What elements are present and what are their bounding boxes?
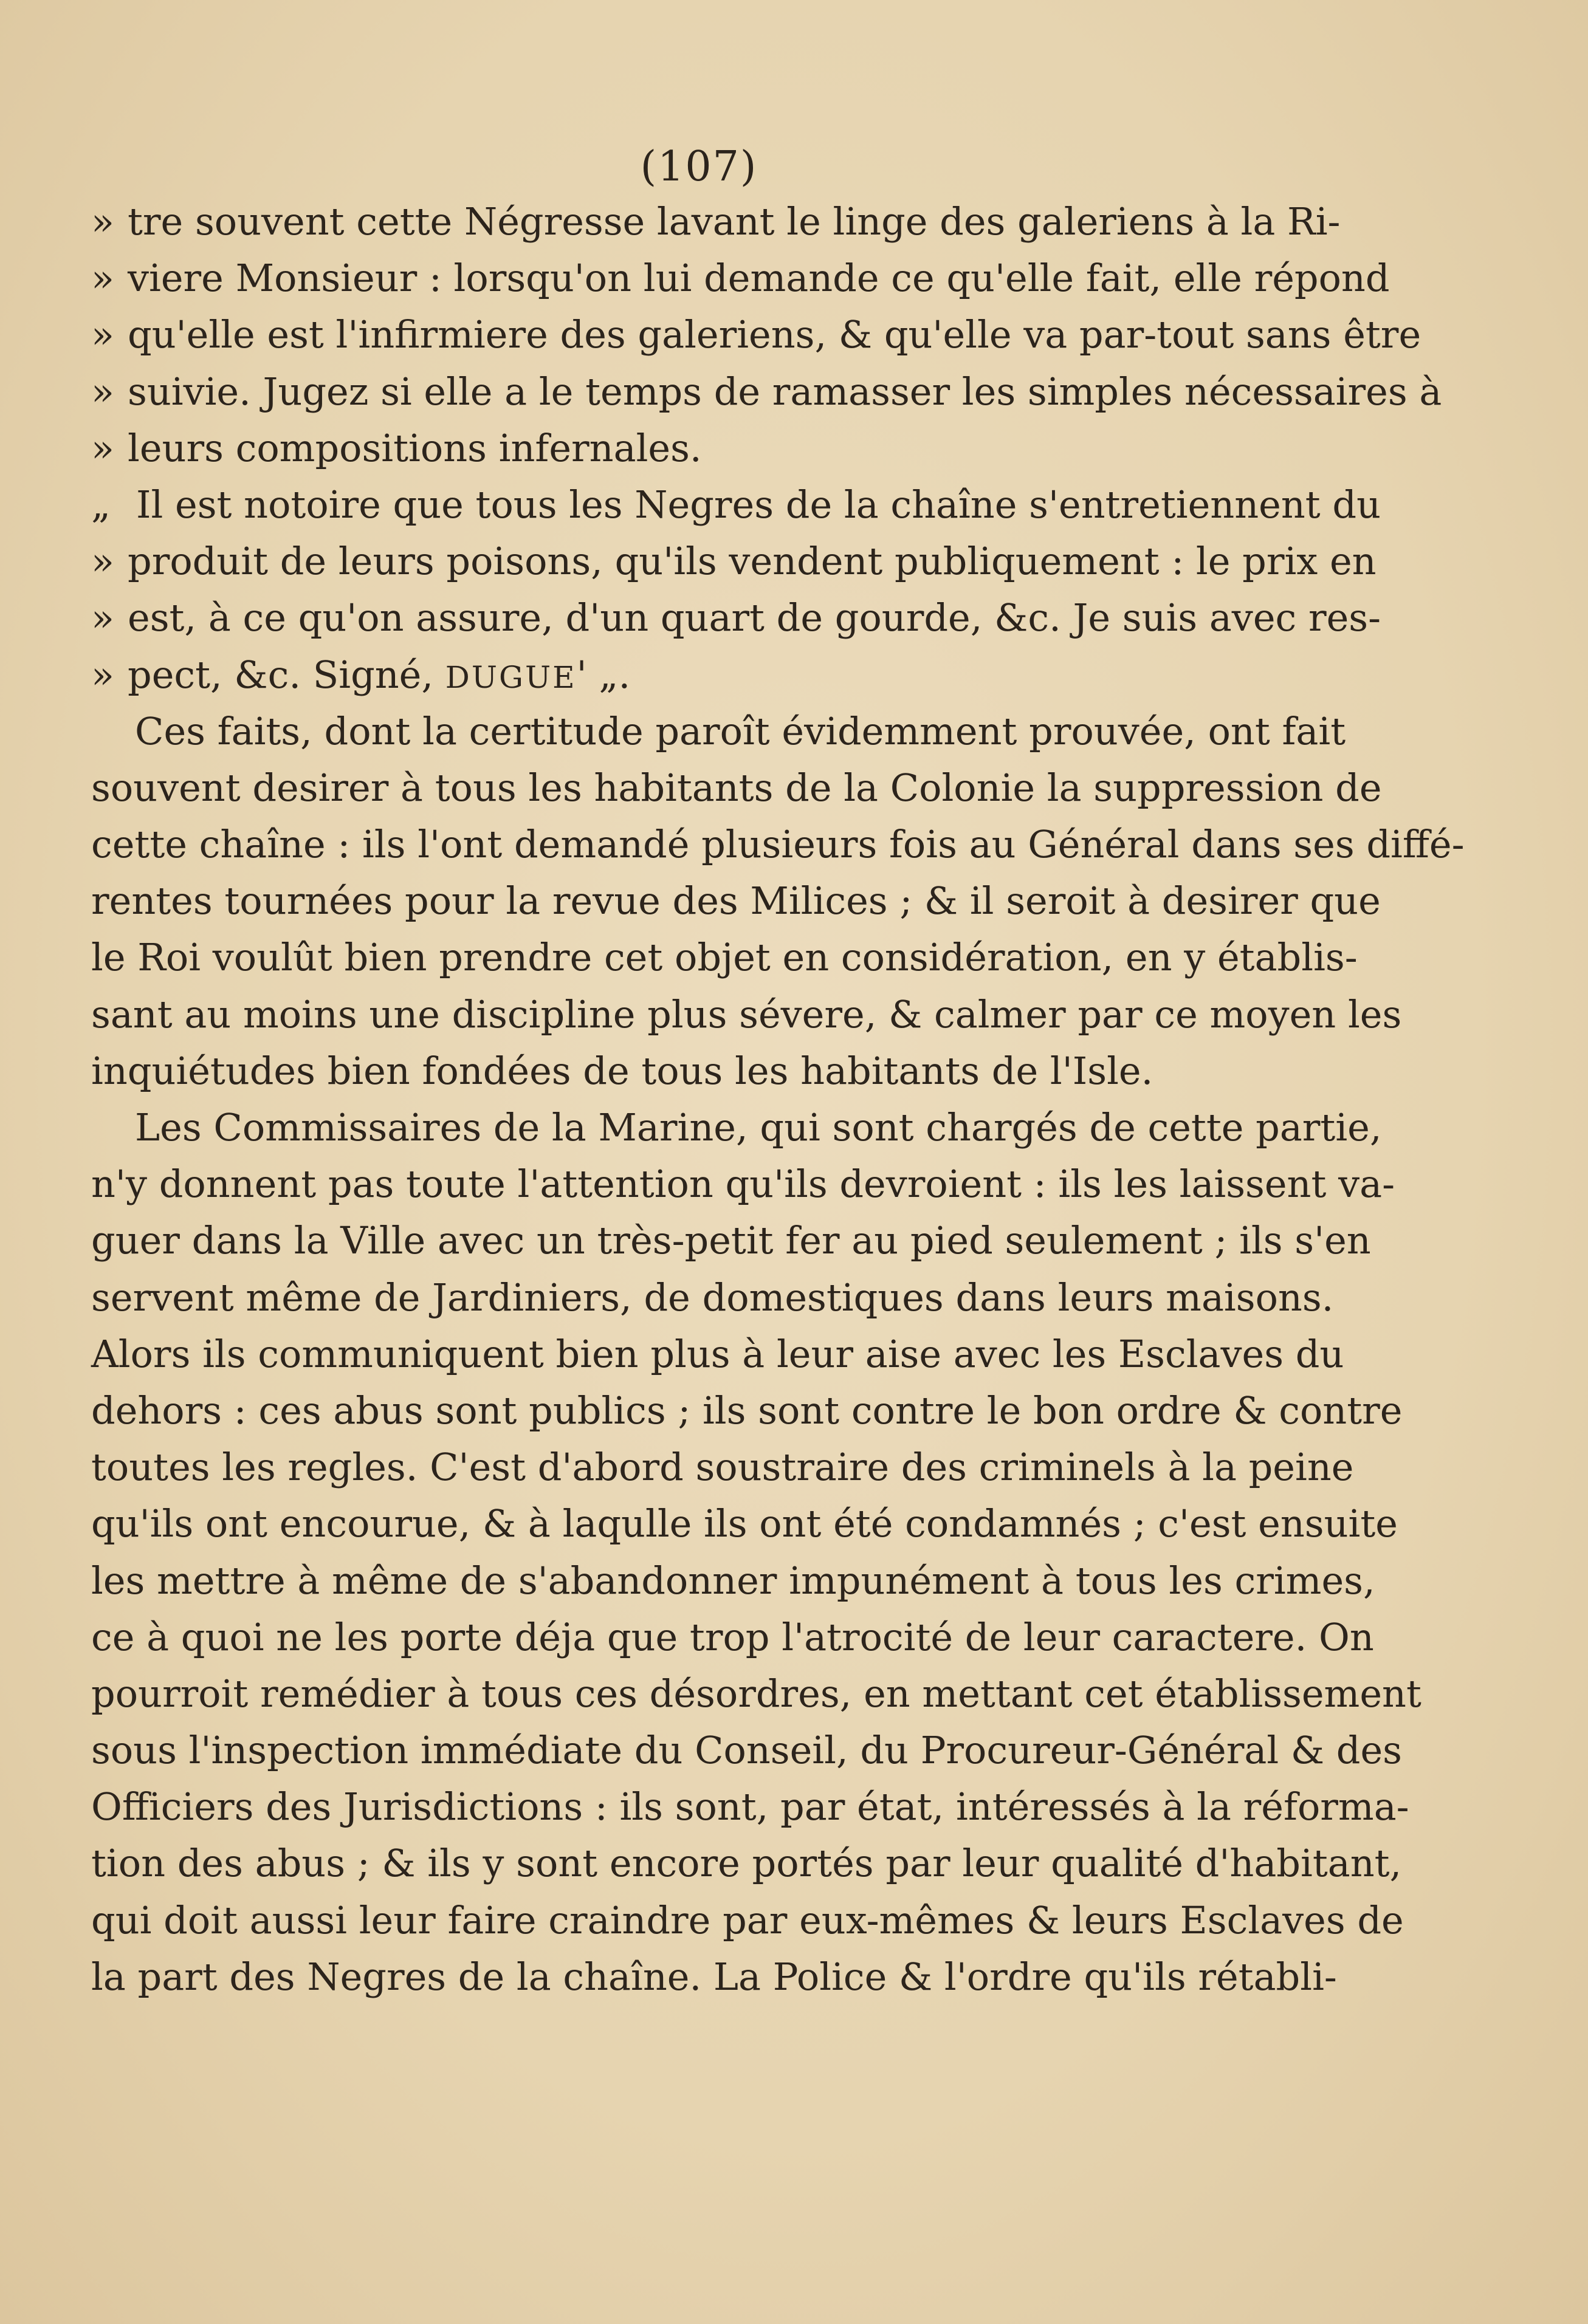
text-line: [91, 1043, 1301, 1099]
text-line: [91, 589, 1381, 646]
line-text: cette chaîne : ils l'ont demandé plusieurs fois au Général dans ses diffé-: [91, 822, 1465, 867]
text-line: [91, 1949, 1337, 2005]
line-text: inquiétudes bien fondées de tous les habitants de l'Isle.: [91, 1048, 1153, 1093]
line-text: toutes les regles. C'est d'abord soustraire des criminels à la peine: [91, 1445, 1354, 1490]
text-line: [91, 533, 1377, 589]
line-text: le Roi voulût bien prendre cet objet en considération, en y établis-: [91, 935, 1358, 980]
line-text: les mettre à même de s'abandonner impunément à tous les crimes,: [91, 1558, 1375, 1603]
quotation-mark: »: [91, 312, 114, 357]
text-line: [91, 1212, 1371, 1269]
line-text: Officiers des Jurisdictions : ils sont, par état, intéressés à la réforma-: [91, 1784, 1409, 1829]
text-line: [91, 1326, 1344, 1382]
text-line: [91, 929, 1358, 985]
line-text: Ces faits, dont la certitude paroît évidemment prouvée, ont fait: [135, 708, 1346, 753]
quotation-mark: „: [91, 482, 111, 527]
text-line: [91, 1609, 1374, 1665]
line-text: la part des Negres de la chaîne. La Police & l'ordre qu'ils rétabli-: [91, 1954, 1337, 1999]
text-line: [91, 1552, 1375, 1609]
quotation-mark: »: [91, 539, 114, 584]
line-text: leurs compositions infernales.: [128, 425, 702, 470]
text-line: [91, 986, 1402, 1043]
quotation-mark: »: [91, 199, 114, 244]
page-number: (107): [640, 143, 758, 191]
quotation-mark: »: [91, 595, 114, 640]
quotation-mark: »: [91, 369, 114, 414]
text-line: [91, 1892, 1404, 1949]
text-line: [91, 306, 1421, 363]
text-line: [91, 193, 1341, 250]
line-text: qui doit aussi leur faire craindre par eux-mêmes & leurs Esclaves de: [91, 1897, 1404, 1942]
line-text: sant au moins une discipline plus sévere, & calmer par ce moyen les: [91, 992, 1402, 1037]
text-line: [91, 1835, 1402, 1891]
line-text: qu'ils ont encourue, & à laqulle ils ont été condamnés ; c'est ensuite: [91, 1501, 1398, 1546]
text-line: [91, 759, 1382, 816]
line-text: n'y donnent pas toute l'attention qu'ils devroient : ils les laissent va-: [91, 1162, 1395, 1207]
text-line: [91, 476, 1381, 533]
line-text: tion des abus ; & ils y sont encore portés par leur qualité d'habitant,: [91, 1841, 1402, 1886]
text-line: [91, 1269, 1334, 1326]
line-text: sous l'inspection immédiate du Conseil, du Procureur-Général & des: [91, 1728, 1402, 1773]
line-text: pourroit remédier à tous ces désordres, en mettant cet établissement: [91, 1671, 1421, 1716]
line-text: dehors : ces abus sont publics ; ils sont contre le bon ordre & contre: [91, 1388, 1403, 1433]
line-text: produit de leurs poisons, qu'ils vendent publiquement : le prix en: [128, 539, 1377, 584]
text-line: [91, 250, 1390, 306]
text-line: [91, 1382, 1403, 1439]
text-line: [91, 646, 1301, 703]
line-text: pect, &c. Signé, DUGUE' „.: [128, 652, 631, 697]
line-text: guer dans la Ville avec un très-petit fer au pied seulement ; ils s'en: [91, 1218, 1371, 1263]
text-line: [91, 1722, 1402, 1778]
line-text: rentes tournées pour la revue des Milices ; & il seroit à desirer que: [91, 879, 1381, 924]
text-line: [91, 1665, 1421, 1722]
line-text: Les Commissaires de la Marine, qui sont chargés de cette partie,: [135, 1105, 1382, 1150]
text-line: [91, 363, 1442, 420]
text-line: [91, 872, 1381, 929]
line-text: est, à ce qu'on assure, d'un quart de gourde, &c. Je suis avec res-: [128, 595, 1381, 640]
quotation-mark: »: [91, 652, 114, 697]
text-line: [91, 816, 1465, 872]
text-line: [91, 1778, 1409, 1835]
line-text: Il est notoire que tous les Negres de la chaîne s'entretiennent du: [136, 482, 1381, 527]
line-text: ce à quoi ne les porte déja que trop l'atrocité de leur caractere. On: [91, 1614, 1374, 1659]
text-line: [91, 1439, 1354, 1495]
text-line: [91, 1099, 1382, 1156]
line-text: qu'elle est l'infirmiere des galeriens, & qu'elle va par-tout sans être: [128, 312, 1421, 357]
line-text: souvent desirer à tous les habitants de la Colonie la suppression de: [91, 765, 1382, 810]
text-line: [91, 1495, 1398, 1552]
line-text: suivie. Jugez si elle a le temps de ramasser les simples nécessaires à: [128, 369, 1442, 414]
quotation-mark: »: [91, 256, 114, 301]
text-line: [91, 420, 1301, 476]
line-text: servent même de Jardiniers, de domestiques dans leurs maisons.: [91, 1275, 1334, 1320]
text-line: [91, 1156, 1395, 1212]
body-text: [91, 193, 1465, 2005]
line-text: tre souvent cette Négresse lavant le linge des galeriens à la Ri-: [128, 199, 1341, 244]
quotation-mark: »: [91, 425, 114, 470]
line-text: viere Monsieur : lorsqu'on lui demande ce qu'elle fait, elle répond: [128, 256, 1390, 301]
text-line: [91, 703, 1346, 759]
line-text: Alors ils communiquent bien plus à leur aise avec les Esclaves du: [91, 1331, 1344, 1376]
